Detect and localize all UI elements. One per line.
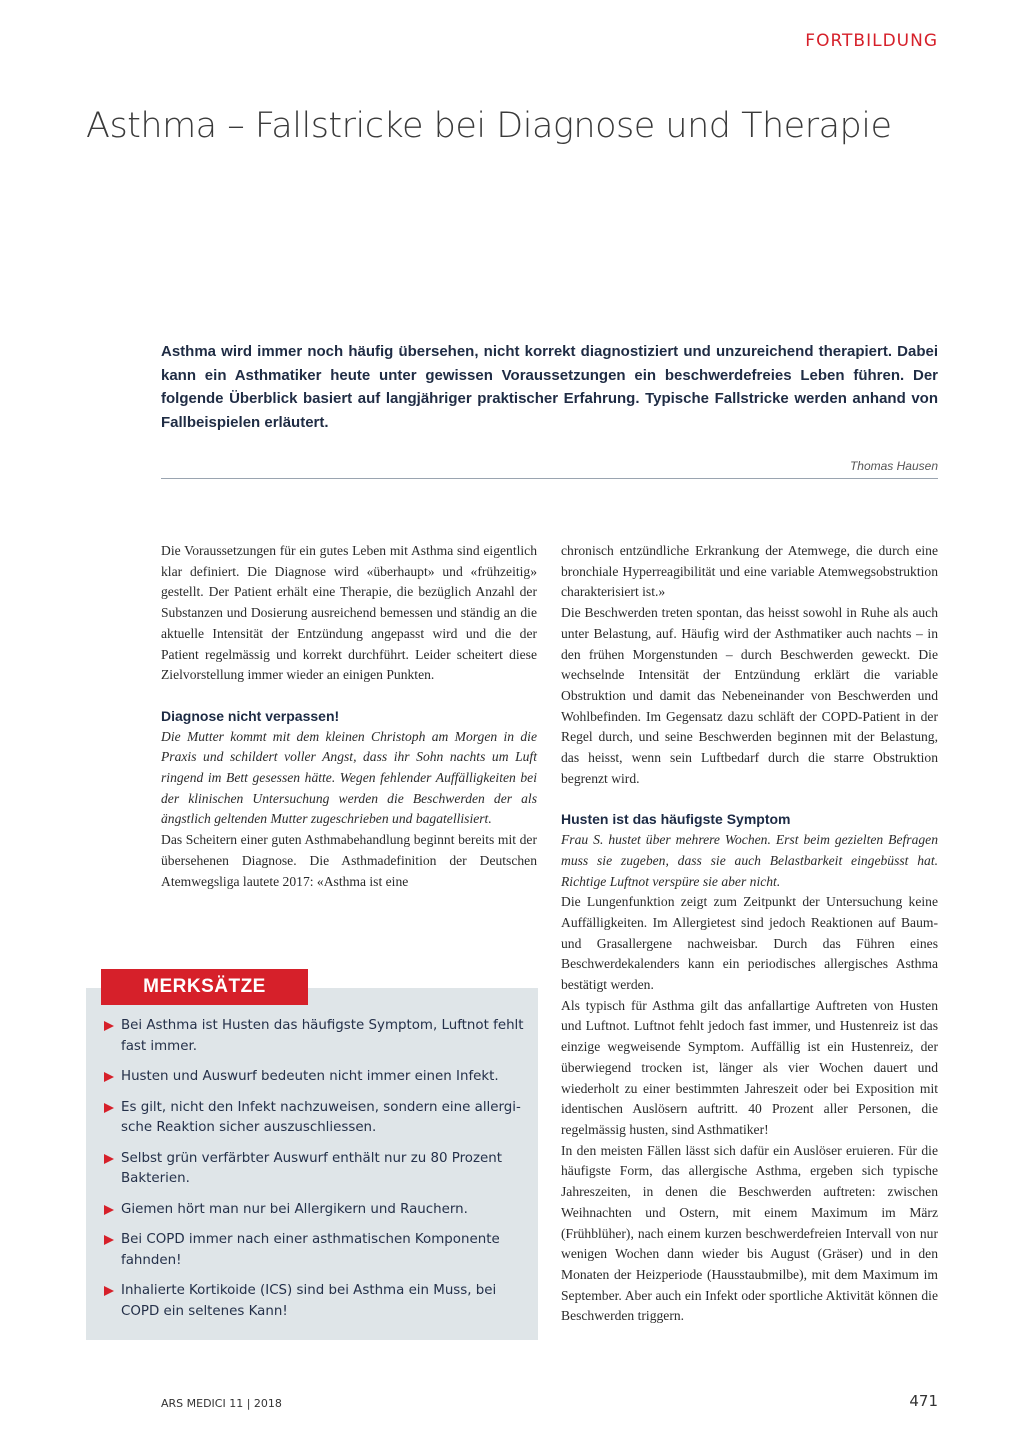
list-item-text: Bei COPD immer nach einer asthmatischen Komponente fahnden! [121, 1232, 500, 1268]
paragraph-asthma-definition: Das Scheitern einer guten Asthmabehandlung beginnt bereits mit der übersehenen Diagnose. Die Asthmadefinition der Deutschen Atemwegsliga lautete 2017: «Asthma ist eine [161, 832, 537, 889]
paragraph-definition-continued: chronisch entzündliche Erkrankung der Atemwege, die durch eine bronchiale Hyperreagibilität und eine variable Atemwegsobstruktion charakterisiert ist.» [561, 543, 938, 600]
lead-divider [161, 478, 938, 479]
list-item-text: Inhalierte Kortikoide (ICS) sind bei Asthma ein Muss, bei COPD ein seltenes Kann! [121, 1283, 497, 1319]
list-item-text: Bei Asthma ist Husten das häufigste Symptom, Luftnot fehlt fast immer. [121, 1018, 524, 1054]
triangle-bullet-icon [104, 1154, 114, 1164]
case-study-christoph: Die Mutter kommt mit dem kleinen Christoph am Morgen in die Praxis und schildert voller Angst, dass ihr Sohn nachts um Luft ringend im Bett gesessen hätte. Wegen fehlender Auffälligkeiten bei der klinischen Untersuchung werden die Beschwerden der als ängstlich geltenden Mutter zugeschrieben und bagatellisiert. [161, 728, 537, 827]
list-item-text: Giemen hört man nur bei Allergikern und Rauchern. [121, 1201, 468, 1217]
list-item-text: Es gilt, nicht den Infekt nachzuweisen, sondern eine allergische Reaktion sicher auszuschliessen. [121, 1099, 521, 1135]
intro-paragraph: Die Voraussetzungen für ein gutes Leben mit Asthma sind eigentlich klar definiert. Die Diagnose wird «überhaupt» und «frühzeitig» gestellt. Der Patient erhält eine Therapie, die bezüglich Anzahl der Substanzen und Dosierung ausreichend bemessen und ständig an die aktuelle Intensität der Entzündung angepasst wird und die der Patient regelmässig und korrekt durchführt. Leider scheitert diese Zielvorstellung immer wieder an einigen Punkten. [161, 543, 537, 683]
triangle-bullet-icon [104, 1103, 114, 1113]
author-name: Thomas Hausen [849, 459, 938, 473]
list-item [104, 1281, 528, 1322]
list-item-text: Selbst grün verfärbter Auswurf enthält nur zu 80 Prozent Bakterien. [121, 1150, 503, 1186]
left-column [161, 541, 537, 892]
merksaetze-title: MERKSÄTZE [101, 969, 308, 1005]
paragraph-symptoms: Die Beschwerden treten spontan, das heisst sowohl in Ruhe als auch unter Belastung, auf. Häufig wird der Asthmatiker auch nachts – in den frühen Morgenstunden – durch Beschwerden geweckt. Die wechselnde Intensität der Entzündung erklärt die variable Obstruktion und damit das Nebeneinander von Beschwerden und Wohlbefinden. Im Gegensatz dazu schläft der COPD-Patient in der Regel durch, und seine Beschwerden beginnen mit der Belastung, das heisst, wenn sein Luftbedarf durch die starre Obstruktion begrenzt wird. [561, 605, 938, 786]
list-item [104, 1230, 528, 1271]
heading-husten: Husten ist das häufigste Symptom [561, 811, 791, 828]
triangle-bullet-icon [104, 1235, 114, 1245]
page-number: 471 [909, 1392, 938, 1410]
heading-diagnose: Diagnose nicht verpassen! [161, 707, 340, 724]
paragraph-triggers: In den meisten Fällen lässt sich dafür ein Auslöser eruieren. Für die häufigste Form, das allergische Asthma, ergeben sich typische Jahreszeiten, in denen die Beschwerden auftreten: zwischen Weihnachten und Ostern, mit einem Maximum im März (Frühblüher), nach einem kurzen beschwerdefreien Intervall von nur wenigen Wochen dann wieder bis August (Gräser) und in den Monaten der Heizperiode (Hausstaubmilbe), mit dem Maximum im September. Aber auch ein Infekt oder sportliche Aktivität können die Beschwerden triggern. [561, 1142, 938, 1324]
section-label: FORTBILDUNG [805, 31, 938, 51]
merksaetze-list [104, 1016, 528, 1332]
triangle-bullet-icon [104, 1205, 114, 1215]
triangle-bullet-icon [104, 1021, 114, 1031]
case-study-frau-s: Frau S. hustet über mehrere Wochen. Erst beim gezielten Befragen muss sie zugeben, dass sie auch Belastbarkeit eingebüsst hat. Richtige Luftnot verspüre sie aber nicht. [561, 832, 938, 889]
paragraph-cough-typical: Als typisch für Asthma gilt das anfallartige Auftreten von Husten und Luftnot. Luftnot fehlt jedoch fast immer, und Hustenreiz ist das einzige wegweisende Symptom. Auffällig ist ein Hustenreiz, der überwiegend trocken ist, länger als vier Wochen dauert und wiederholt zu einer bestimmten Jahreszeit oder bei Exposition mit identischen Auslösern auftritt. 40 Prozent aller Personen, die regelmässig husten, sind Asthmatiker! [561, 997, 938, 1137]
article-title: Asthma – Fallstricke bei Diagnose und Therapie [86, 106, 892, 146]
list-item [104, 1098, 528, 1139]
list-item [104, 1067, 528, 1088]
list-item [104, 1149, 528, 1190]
list-item-text: Husten und Auswurf bedeuten nicht immer einen Infekt. [121, 1069, 499, 1084]
right-column [561, 541, 938, 1327]
paragraph-lung-function: Die Lungenfunktion zeigt zum Zeitpunkt der Untersuchung keine Auffälligkeiten. Im Allergietest sind jedoch Reaktionen auf Baum- und Grasallergene nachweisbar. Durch das Führen eines Beschwerdekalenders kann ein periodisches allergisches Asthma bestätigt werden. [561, 894, 938, 993]
triangle-bullet-icon [104, 1286, 114, 1296]
journal-issue: ARS MEDICI 11 | 2018 [161, 1397, 282, 1410]
list-item [104, 1200, 528, 1221]
list-item [104, 1016, 528, 1057]
article-lead: Asthma wird immer noch häufig übersehen, nicht korrekt diagnostiziert und unzureichend therapiert. Dabei kann ein Asthmatiker heute unter gewissen Voraussetzungen ein beschwerdefreies Leben führen. Der folgende Überblick basiert auf langjähriger praktischer Erfahrung. Typische Fallstricke werden anhand von Fallbeispielen erläutert. [161, 343, 938, 431]
triangle-bullet-icon [104, 1072, 114, 1082]
